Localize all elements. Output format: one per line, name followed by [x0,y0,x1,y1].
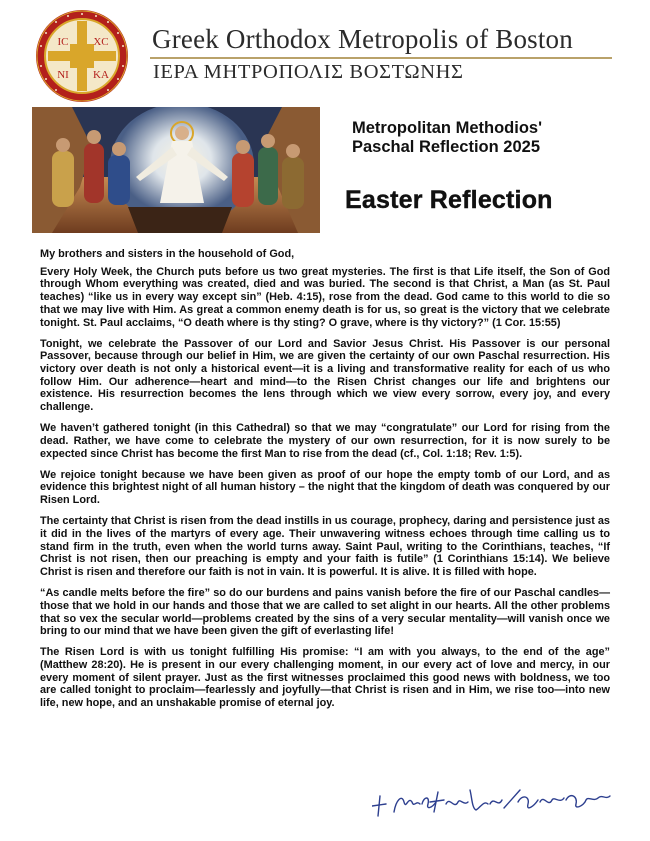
metropolis-title-english: Greek Orthodox Metropolis of Boston [152,24,573,54]
seal-monogram-xc: XC [93,36,109,48]
body-paragraph: Every Holy Week, the Church puts before us two great mysteries. The first is that Life itself, the Son of God through Whom everything was created, died and was buried. The second is that Christ, a Man (as St. Paul teaches) “like us in every way except sin” (Heb. 4:15), rose from the dead. God came to this world to die so that we may live with Him. As great a common enemy death is for us, so great is the victory that we celebrate tonight. St. Paul acclaims, “O death where is thy sting? O grave, where is thy victory?” (1 Cor. 15:55) [40,265,610,329]
salutation: My brothers and sisters in the household of God, [40,248,295,260]
body-paragraph: We rejoice tonight because we have been given as proof of our hope the empty tomb of our Lord, and as evidence this brightest night of all human history – the night that the kingdom of death was conquered by our Risen Lord. [40,468,610,507]
reflection-body [40,248,610,718]
seal-monogram-ni: NI [57,69,69,81]
resurrection-icon-painting [32,107,320,233]
reflection-title-line1: Metropolitan Methodios' [352,119,542,137]
reflection-title-line2: Paschal Reflection 2025 [352,138,541,156]
metropolis-title-greek: ΙΕΡΑ ΜΗΤΡΟΠΟΛΙΣ ΒΟΣΤΩΝΗΣ [153,61,464,83]
body-paragraph: The Risen Lord is with us tonight fulfilling His promise: “I am with you always, to the end of the age” (Matthew 28:20). He is present in our every challenging moment, in our every act of love and mercy, in our every moment of silent prayer. Just as the first witnesses proclaimed this good news with boldness, we too are called tonight to proclaim—fearlessly and joyfully—that Christ is risen and in Him, we rise too—into new life, new hope, and an unshakable promise of eternal joy. [40,646,610,710]
title-divider [150,57,612,59]
body-paragraph: We haven’t gathered tonight (in this Cathedral) so that we may “congratulate” our Lord for rising from the dead. Rather, we have come to celebrate the mystery of our own resurrection, for it is now surely to be expected since Christ has become the first Man to rise from the dead (cf., Col. 1:18; Rev. 1:5). [40,422,610,460]
body-paragraph: Tonight, we celebrate the Passover of our Lord and Savior Jesus Christ. His Passover is our personal Passover, because through our belief in Him, we are given the certainty of our own Paschal resurrection. His victory over death is not only a historical event—it is a living and transformative reality for each of us who follow Him. Our adherence—heart and mind—to the Risen Christ changes our life and brightens our existence. His resurrection becomes the lens through which we view every sorrow, every joy, and every challenge. [40,337,610,414]
seal-monogram-ic: IC [57,36,69,48]
body-paragraph: “As candle melts before the fire” so do our burdens and pains vanish before the fire of our Paschal candles—those that we hold in our hands and those that we are called to set alight in our hearts. All the other problems that so vex the secular world—problems created by the sins of a very secular mentality—will vanish once we bring to our mind that we have been given the gift of everlasting life! [40,587,610,638]
body-paragraph: The certainty that Christ is risen from the dead instills in us courage, prophecy, daring and persistence just as it did in the lives of the martyrs of every age. Their unwavering witness echoes through time calling us to stand firm in the truth, even when the world turns away. Saint Paul, writing to the Corinthians, teaches, “If Christ is not risen, then our preaching is empty and your faith is futile” (1 Corinthians 15:14). We believe Christ is risen and therefore our faith is not in vain. It is powerful. It is alive. It is filled with hope. [40,515,610,579]
metropolis-seal-logo [34,8,130,104]
easter-reflection-heading: Easter Reflection [345,186,553,214]
reflection-title [352,119,622,157]
seal-monogram-ka: KA [93,69,109,81]
handwritten-signature [372,782,612,830]
